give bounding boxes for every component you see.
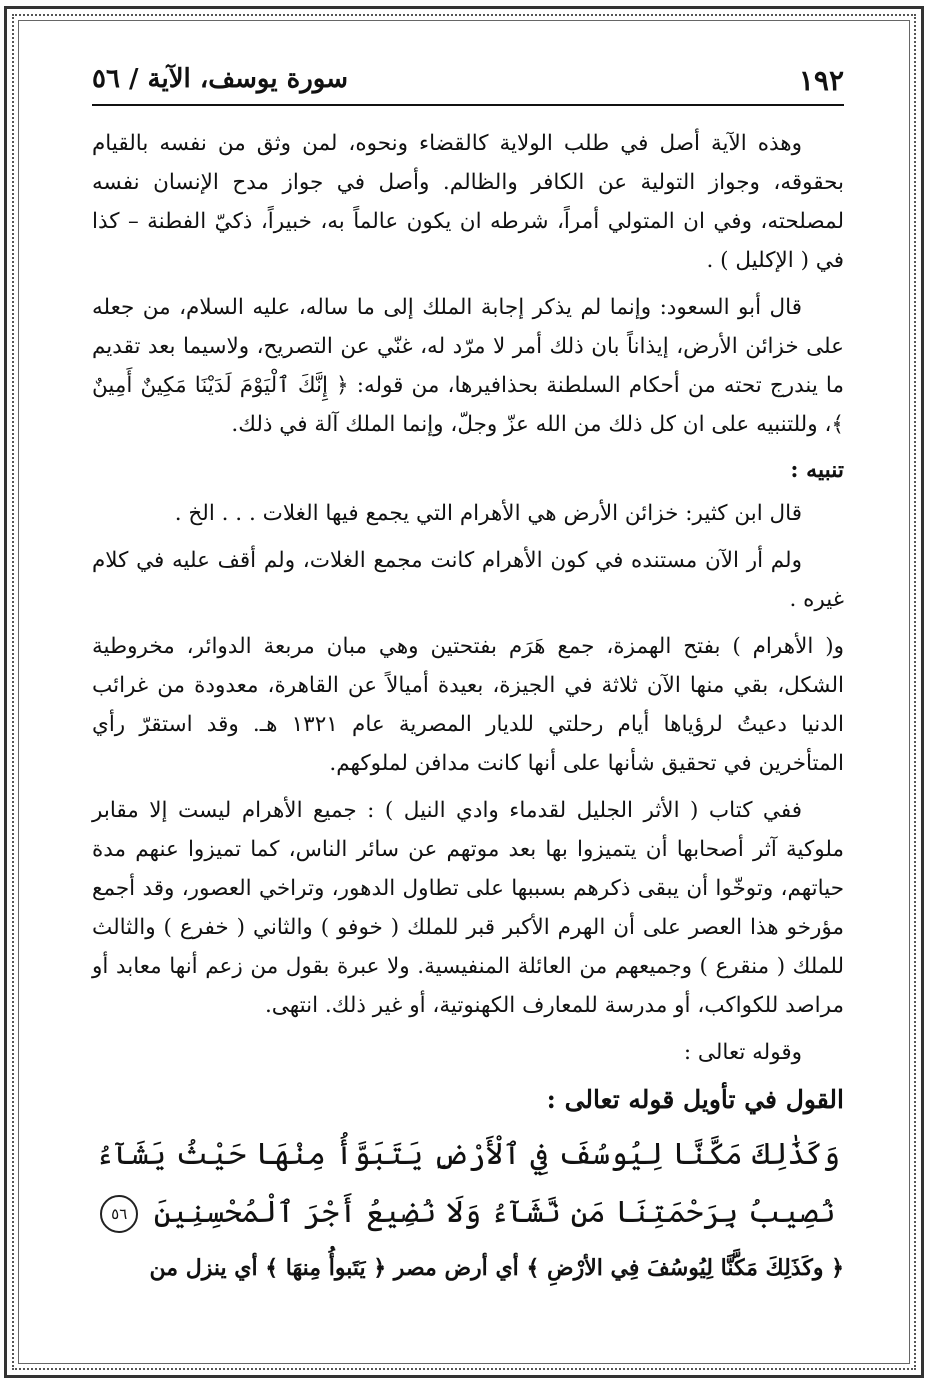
page-header <box>92 58 844 106</box>
page <box>92 58 844 1348</box>
paragraph: قال ابن كثير: خزائن الأرض هي الأهرام التي يجمع فيها الغلات . . . الخ . <box>174 501 802 526</box>
paragraph: وقوله تعالى : <box>683 1040 802 1065</box>
commentary-line: ﴿ وكَذَلِكَ مَكَّنَّا لِيُوسُفَ فِي الأرْضِ ﴾ أي أرض مصر ﴿ يَتَبوأُ مِنهَا ﴾ أي ينزل من <box>149 1255 844 1281</box>
paragraph: و( الأهرام ) بفتح الهمزة، جمع هَرَم بفتحتين وهي مبان مربعة الدوائر، مخروطية الشكل، بقي منها الآن ثلاثة في الجيزة، بعيدة أميالاً عن القاهرة، معدودة من غرائب الدنيا دعيتُ لرؤياها أيام رحلتي للديار المصرية عام ١٣٢١ هـ. وقد استقرّ رأي المتأخرين في تحقيق شأنها على أنها كانت مدافن لملوكهم. <box>92 634 844 776</box>
paragraph: ولم أر الآن مستنده في كون الأهرام كانت مجمع الغلات، ولم أقف عليه في كلام غيره . <box>92 548 844 612</box>
tanbih-heading: تنبيه : <box>790 457 844 483</box>
section-heading: القول في تأويل قوله تعالى : <box>546 1085 844 1114</box>
page-number: ١٩٢ <box>798 64 844 97</box>
paragraph: ففي كتاب ( الأثر الجليل لقدماء وادي النيل ) : جميع الأهرام ليست إلا مقابر ملوكية آثر أصحابها أن يتميزوا بها بعد موتهم عن سائر الناس، كما تميزوا عنهم مدة حياتهم، وتوخّوا أن يبقى ذكرهم بسببها على تطاول الدهور، وتراخي العصور، وقد أجمع مؤرخو هذا العصر على أن الهرم الأكبر قبر للملك ( خوفو ) والثاني ( خفرع ) والثالث للملك ( منقرع ) وجميعهم من العائلة المنفيسية. ولا عبرة بقول من زعم أنها معابد أو مراصد للكواكب، أو مدرسة للمعارف الكهنوتية، أو غير ذلك. انتهى. <box>92 798 844 1018</box>
verse-text: وَكَذَٰلِكَ مَكَّنَّا لِيُوسُفَ فِي ٱلْأَرْضِ يَتَبَوَّأُ مِنْهَا حَيْثُ يَشَآءُ نُصِيبُ بِرَحْمَتِنَا مَن نَّشَآءُ وَلَا نُضِيعُ أَجْرَ ٱلْمُحْسِنِينَ <box>95 1137 841 1230</box>
page-body <box>92 124 844 1288</box>
paragraph: قال أبو السعود: وإنما لم يذكر إجابة الملك إلى ما ساله، عليه السلام، من جعله على خزائن الأرض، إيذاناً بان ذلك أمر لا مرّد له، غنّي عن التصريح، ولاسيما بعد تقديم ما يندرج تحته من أحكام السلطنة بحذافيرها، من قوله: ﴿ إِنَّكَ ٱلْيَوْمَ لَدَيْنَا مَكِينٌ أَمِينٌ ﴾، وللتنبيه على ان كل ذلك من الله عزّ وجلّ، وإنما الملك آلة في ذلك. <box>92 295 844 437</box>
quran-verse <box>92 1126 844 1242</box>
verse-number-ornament: ٥٦ <box>100 1195 138 1233</box>
paragraph: وهذه الآية أصل في طلب الولاية كالقضاء ونحوه، لمن وثق من نفسه بالقيام بحقوقه، وجواز التولية عن الكافر والظالم. وأصل في جواز مدح الإنسان نفسه لمصلحته، وفي ان المتولي أمراً، شرطه ان يكون عالماً به، خبيراً، ذكيّ الفطنة – كذا في ( الإكليل ) . <box>92 131 844 273</box>
surah-title: سورة يوسف، الآية / ٥٦ <box>92 64 349 94</box>
